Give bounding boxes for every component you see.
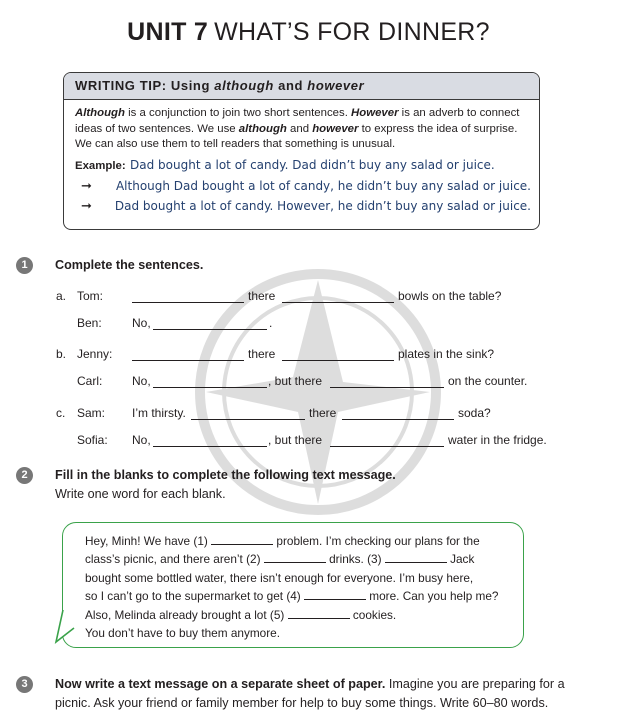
arrow-right-icon: ➞ xyxy=(81,197,92,213)
example-sentence: Although Dad bought a lot of candy, he didn’t buy any salad or juice. xyxy=(115,178,531,193)
section-heading: Complete the sentences. xyxy=(55,258,204,272)
page-title: UNIT 7 WHAT’S FOR DINNER? xyxy=(127,18,490,46)
speech-bubble-tail xyxy=(52,610,82,646)
answer-blank[interactable] xyxy=(132,360,244,361)
answer-blank[interactable] xyxy=(211,534,273,545)
answer-blank[interactable] xyxy=(288,608,350,619)
answer-blank[interactable] xyxy=(153,387,267,388)
answer-blank[interactable] xyxy=(282,302,394,303)
answer-blank[interactable] xyxy=(153,446,267,447)
arrow-right-icon: ➞ xyxy=(81,177,92,193)
example-sentence: Dad bought a lot of candy. Dad didn’t buy any salad or juice. xyxy=(130,157,495,172)
section-3-instruction: Now write a text message on a separate sheet of paper. Imagine you are preparing for a picnic. Ask your friend or family member for help to buy some things. Write 60–80 words. xyxy=(55,677,565,710)
section-instruction: Write one word for each blank. xyxy=(55,487,226,501)
writing-tip-explanation: Although is a conjunction to join two short sentences. However is an adverb to connect ideas of two sentences. We use although and however to express the idea of surprise. We can also use them to tell readers that something is unusual. xyxy=(75,107,520,150)
section-number-badge: 1 xyxy=(16,257,33,274)
section-number-badge: 2 xyxy=(16,467,33,484)
example-label: Example: xyxy=(75,159,126,172)
answer-blank[interactable] xyxy=(330,446,444,447)
example-row xyxy=(75,178,531,198)
writing-tip-box xyxy=(63,72,540,230)
example-sentence: Dad bought a lot of candy. However, he didn’t buy any salad or juice. xyxy=(114,198,531,213)
answer-blank[interactable] xyxy=(132,302,244,303)
answer-blank[interactable] xyxy=(191,419,305,420)
answer-blank[interactable] xyxy=(304,589,366,600)
text-message: Hey, Minh! We have (1) problem. I’m checking our plans for the class’s picnic, and there aren’t (2) drinks. (3) Jack bought some bottled water, there isn’t enough for everyone. I’m busy here, so I can’t go to the supermarket to get (4) more. Can you help me? Also, Melinda already brought a lot (5) cookies. You don’t have to buy them anymore. xyxy=(85,534,499,641)
answer-blank[interactable] xyxy=(330,387,444,388)
writing-tip-heading: WRITING TIP: Using although and however xyxy=(64,73,539,100)
example-row xyxy=(75,158,531,178)
section-heading: Fill in the blanks to complete the following text message. xyxy=(55,468,396,482)
answer-blank[interactable] xyxy=(342,419,454,420)
answer-blank[interactable] xyxy=(153,329,267,330)
answer-blank[interactable] xyxy=(282,360,394,361)
example-row xyxy=(75,198,531,218)
answer-blank[interactable] xyxy=(385,552,447,563)
answer-blank[interactable] xyxy=(264,552,326,563)
section-number-badge: 3 xyxy=(16,676,33,693)
